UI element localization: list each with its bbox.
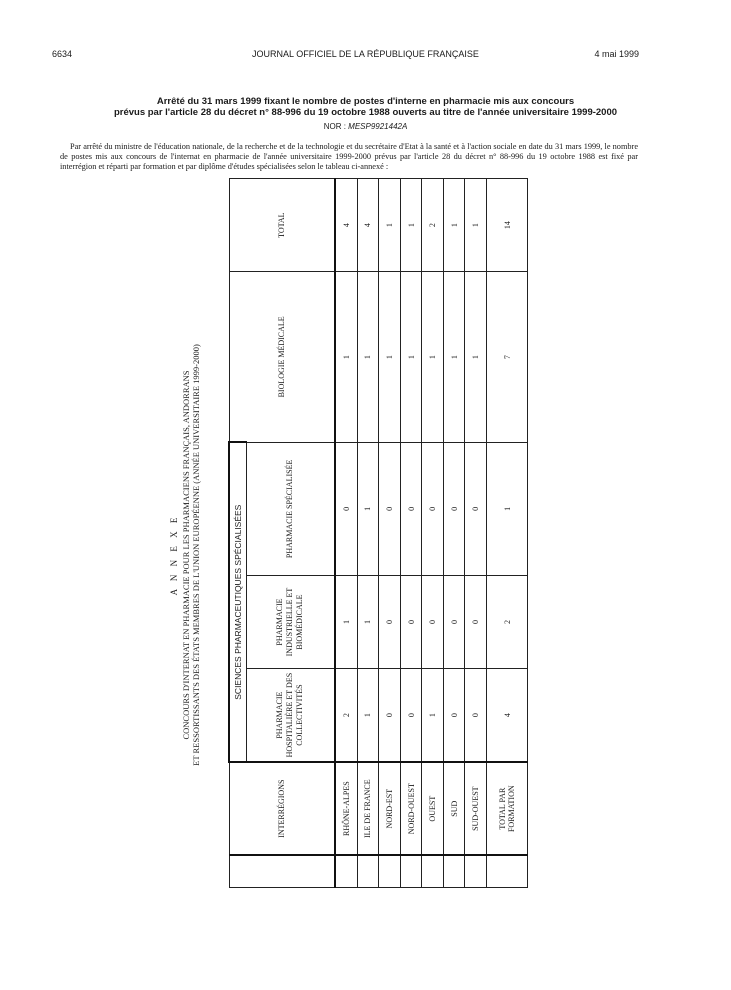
cell-indus: 0 bbox=[465, 575, 487, 668]
row-spacer-cell bbox=[400, 855, 422, 887]
page-number: 6634 bbox=[52, 49, 73, 59]
corner-cell bbox=[229, 855, 335, 887]
cell-spec: 0 bbox=[422, 442, 444, 575]
cell-hosp: 0 bbox=[400, 669, 422, 762]
cell-indus: 1 bbox=[357, 575, 379, 668]
decree-body-text: Par arrêté du ministre de l'éducation nationale, de la recherche et de la technologie et du secrétaire d'Etat à la santé et à l'action sociale en date du 31 mars 1999, le nombre de postes mis aux concours de l'internat en pharmacie de l'année universitaire 1999-2000 prévus par l'article 28 du décret n° 88-996 du 19 octobre 1988 est fixé par interrégion et réparti par formation et par diplôme d'études spécialisées selon le tableau ci-annexé : bbox=[60, 142, 638, 171]
row-spacer-cell bbox=[443, 855, 465, 887]
cell-bio: 1 bbox=[379, 272, 401, 443]
annex-subtitle-1: CONCOURS D'INTERNAT EN PHARMACIE POUR LES PHARMACIENS FRANÇAIS, ANDORRANS bbox=[181, 370, 191, 740]
group-header-specialised: SCIENCES PHARMACEUTIQUES SPÉCIALISÉES bbox=[229, 442, 247, 762]
col-header-total: TOTAL bbox=[229, 179, 335, 272]
cell-indus: 0 bbox=[422, 575, 444, 668]
table-row bbox=[379, 179, 401, 888]
cell-indus: 0 bbox=[379, 575, 401, 668]
cell-indus: 0 bbox=[400, 575, 422, 668]
cell-total: 1 bbox=[465, 179, 487, 272]
cell-spec: 0 bbox=[400, 442, 422, 575]
row-spacer-cell bbox=[379, 855, 401, 887]
cell-bio: 1 bbox=[357, 272, 379, 443]
table-row bbox=[443, 179, 465, 888]
row-spacer-cell bbox=[487, 855, 528, 887]
row-label: SUD bbox=[443, 762, 465, 855]
col-header-bio: BIOLOGIE MÉDICALE bbox=[229, 272, 335, 443]
annex-heading: A N N E X E bbox=[169, 514, 179, 596]
row-label: OUEST bbox=[422, 762, 444, 855]
row-spacer-cell bbox=[357, 855, 379, 887]
annex-table bbox=[228, 178, 528, 888]
cell-total: 1 bbox=[443, 179, 465, 272]
cell-bio: 7 bbox=[487, 272, 528, 443]
row-spacer-cell bbox=[422, 855, 444, 887]
journal-title: JOURNAL OFFICIEL DE LA RÉPUBLIQUE FRANÇAISE bbox=[252, 49, 479, 59]
cell-total: 14 bbox=[487, 179, 528, 272]
cell-hosp: 1 bbox=[422, 669, 444, 762]
row-spacer-cell bbox=[335, 855, 358, 887]
cell-spec: 0 bbox=[443, 442, 465, 575]
cell-spec: 0 bbox=[379, 442, 401, 575]
nor-label: NOR : bbox=[323, 122, 346, 131]
cell-total: 2 bbox=[422, 179, 444, 272]
cell-hosp: 2 bbox=[335, 669, 358, 762]
cell-spec: 0 bbox=[465, 442, 487, 575]
col-header-indus: PHARMACIE INDUSTRIELLE ET BIOMÉDICALE bbox=[247, 575, 335, 668]
cell-bio: 1 bbox=[443, 272, 465, 443]
nor-code: MESP9921442A bbox=[348, 122, 408, 131]
table-header-row-1 bbox=[229, 179, 247, 888]
table-total-row bbox=[487, 179, 528, 888]
cell-spec: 1 bbox=[357, 442, 379, 575]
cell-total: 4 bbox=[335, 179, 358, 272]
cell-spec: 1 bbox=[487, 442, 528, 575]
row-label: ILE DE FRANCE bbox=[357, 762, 379, 855]
cell-total: 4 bbox=[357, 179, 379, 272]
cell-hosp: 0 bbox=[465, 669, 487, 762]
cell-spec: 0 bbox=[335, 442, 358, 575]
col-header-hosp: PHARMACIE HOSPITALIÈRE ET DES COLLECTIVITÉS bbox=[247, 669, 335, 762]
cell-indus: 0 bbox=[443, 575, 465, 668]
table-row bbox=[335, 179, 358, 888]
row-label: NORD-OUEST bbox=[400, 762, 422, 855]
table-row bbox=[465, 179, 487, 888]
annex-subtitle-2: ET RESSORTISSANTS DES ÉTATS MEMBRES DE L'UNION EUROPÉENNE (ANNÉE UNIVERSITAIRE 1999-2000) bbox=[191, 344, 201, 766]
nor-reference bbox=[0, 122, 731, 131]
cell-bio: 1 bbox=[335, 272, 358, 443]
row-label: NORD-EST bbox=[379, 762, 401, 855]
cell-indus: 1 bbox=[335, 575, 358, 668]
decree-title-line-2: prévus par l'article 28 du décret n° 88-996 du 19 octobre 1988 ouverts au titre de l'année universitaire 1999-2000 bbox=[113, 107, 618, 118]
cell-bio: 1 bbox=[400, 272, 422, 443]
row-label: SUD-OUEST bbox=[465, 762, 487, 855]
row-label: TOTAL PAR FORMATION bbox=[487, 762, 528, 855]
cell-hosp: 1 bbox=[357, 669, 379, 762]
cell-bio: 1 bbox=[422, 272, 444, 443]
cell-total: 1 bbox=[379, 179, 401, 272]
cell-hosp: 0 bbox=[379, 669, 401, 762]
annex-block bbox=[169, 170, 535, 940]
col-header-spec: PHARMACIE SPÉCIALISÉE bbox=[247, 442, 335, 575]
cell-total: 1 bbox=[400, 179, 422, 272]
decree-title-line-1: Arrêté du 31 mars 1999 fixant le nombre de postes d'interne en pharmacie mis aux concours bbox=[156, 96, 575, 107]
cell-hosp: 4 bbox=[487, 669, 528, 762]
issue-date: 4 mai 1999 bbox=[594, 49, 639, 59]
cell-bio: 1 bbox=[465, 272, 487, 443]
table-row bbox=[422, 179, 444, 888]
row-label: RHÔNE-ALPES bbox=[335, 762, 358, 855]
table-row bbox=[400, 179, 422, 888]
col-header-region: INTERRÉGIONS bbox=[229, 762, 335, 855]
table-row bbox=[357, 179, 379, 888]
cell-hosp: 0 bbox=[443, 669, 465, 762]
cell-indus: 2 bbox=[487, 575, 528, 668]
row-spacer-cell bbox=[465, 855, 487, 887]
